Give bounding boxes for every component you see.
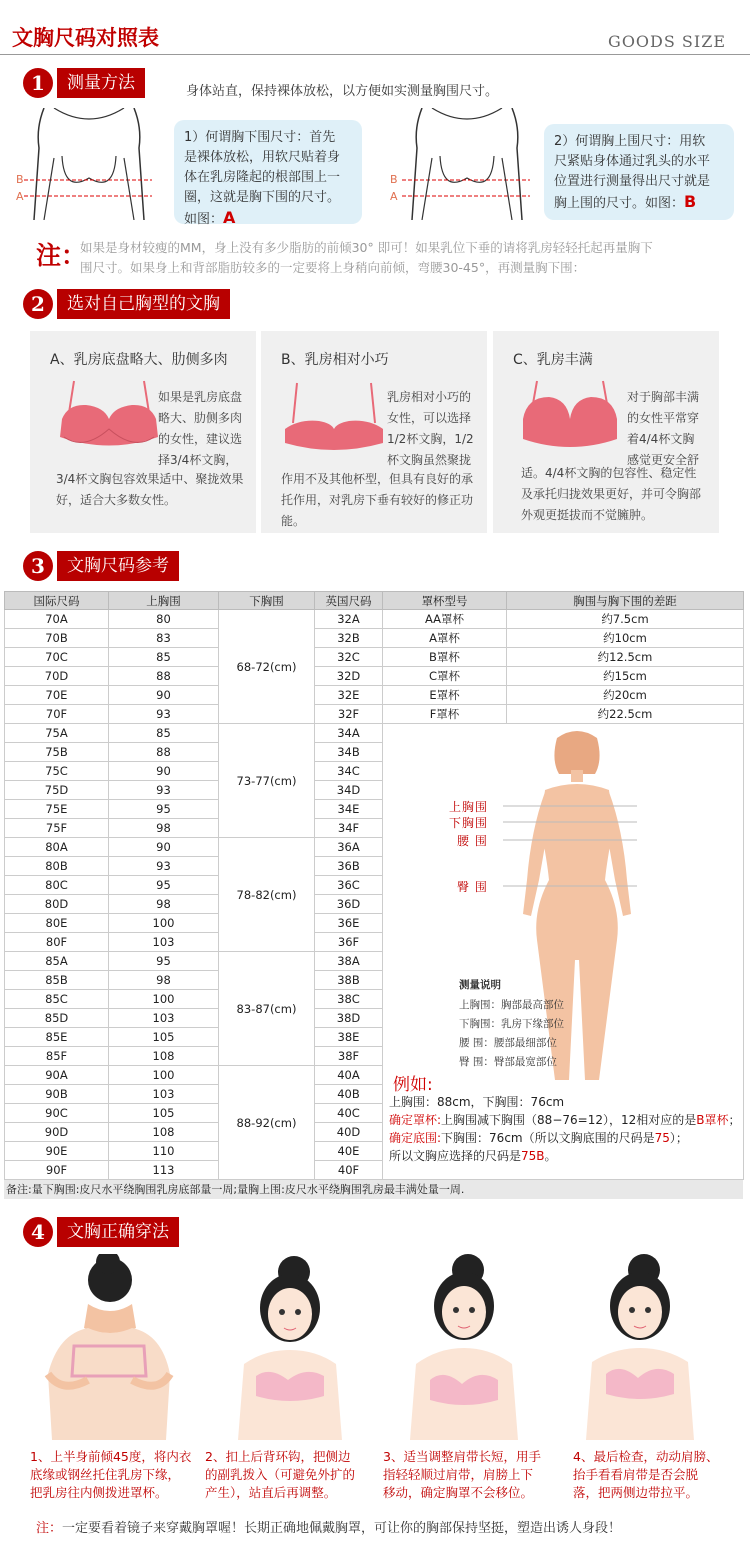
- cell-uk-size: 38D: [315, 1009, 383, 1028]
- cell-overbust: 108: [109, 1123, 219, 1142]
- tip-line-text: 如图：: [184, 212, 224, 227]
- cell-cup: A罩杯: [383, 629, 507, 648]
- step-line: 3、适当调整肩带长短，用手: [383, 1449, 541, 1464]
- desc-line: 适。4/4杯文胸的包容性、稳定性: [521, 466, 697, 480]
- desc-line: 对于胸部丰满: [627, 390, 700, 404]
- cell-overbust: 103: [109, 1085, 219, 1104]
- cell-intl-size: 90D: [5, 1123, 109, 1142]
- desc-line: 乳房相对小巧的: [387, 390, 472, 404]
- cell-uk-size: 38A: [315, 952, 383, 971]
- desc-line: 略大、肋侧多肉: [158, 411, 243, 425]
- cell-overbust: 113: [109, 1161, 219, 1180]
- wearing-step-4: [573, 1448, 743, 1502]
- note-line: 围尺寸。如果身上和背部脂肪较多的一定要将上身稍向前倾，弯腰30-45°，再测量胸下围：: [80, 260, 586, 275]
- tip-line: 1）何谓胸下围尺寸：首先: [184, 130, 336, 145]
- cell-cup: E罩杯: [383, 686, 507, 705]
- desc-line: 女性，可以选择: [387, 411, 472, 425]
- cell-underbust: 73-77(cm): [219, 724, 315, 838]
- step-line: 把乳房往内侧拨进罩杯。: [30, 1485, 168, 1500]
- tip-line: [184, 208, 352, 230]
- cell-uk-size: 38B: [315, 971, 383, 990]
- cell-underbust: 68-72(cm): [219, 610, 315, 724]
- header-divider: [0, 54, 750, 55]
- table-row: [5, 610, 744, 629]
- cell-intl-size: 70C: [5, 648, 109, 667]
- cell-intl-size: 75D: [5, 781, 109, 800]
- cell-uk-size: 38C: [315, 990, 383, 1009]
- table-row: [5, 724, 744, 743]
- cell-intl-size: 75A: [5, 724, 109, 743]
- cell-cup-diff: 约20cm: [507, 686, 744, 705]
- bra-type-card-a: [30, 331, 256, 533]
- bra-type-side-text: [158, 387, 242, 471]
- mark-a: A: [16, 190, 24, 203]
- table-note: 备注:量下胸围:皮尺水平绕胸围乳房底部量一周;量胸上围:皮尺水平绕胸围乳房最丰满处量一周.: [4, 1180, 743, 1199]
- cell-intl-size: 90F: [5, 1161, 109, 1180]
- section-number: 2: [23, 289, 53, 319]
- cell-overbust: 93: [109, 857, 219, 876]
- legend-item: 下胸围：乳房下缘部位: [459, 1018, 564, 1030]
- cell-overbust: 93: [109, 705, 219, 724]
- bra-type-bottom-text: [56, 469, 243, 511]
- step-line: 4、最后检查，动动肩膀、: [573, 1449, 719, 1464]
- cell-uk-size: 40C: [315, 1104, 383, 1123]
- cell-cup: F罩杯: [383, 705, 507, 724]
- cell-overbust: 90: [109, 762, 219, 781]
- desc-line: 3/4杯文胸包容效果适中、聚拢效果: [56, 472, 244, 486]
- cell-intl-size: 90C: [5, 1104, 109, 1123]
- cell-uk-size: 32D: [315, 667, 383, 686]
- cell-intl-size: 80C: [5, 876, 109, 895]
- section-number: 1: [23, 68, 53, 98]
- bra-type-bottom-text: [521, 463, 701, 526]
- tip-underbust: [174, 120, 362, 227]
- cell-uk-size: 32B: [315, 629, 383, 648]
- example-line-4-end: 。: [544, 1149, 557, 1163]
- measure-intro: 身体站直，保持裸体放松，以方便如实测量胸围尺寸。: [186, 84, 499, 99]
- col-header: 罩杯型号: [383, 592, 507, 610]
- step-line: 产生），站直后再调整。: [205, 1485, 337, 1500]
- final-note-text: 一定要看着镜子来穿戴胸罩喔！长期正确地佩戴胸罩，可让你的胸部保持坚挺，塑造出诱人身段！: [62, 1521, 622, 1536]
- figure-label-hip: 臀 围: [457, 880, 488, 894]
- tip-line-text: 胸上围的尺寸。如图：: [554, 196, 685, 211]
- cell-intl-size: 75C: [5, 762, 109, 781]
- cell-intl-size: 70A: [5, 610, 109, 629]
- bra-type-title: B、乳房相对小巧: [281, 352, 389, 368]
- legend-item: 腰 围：腰部最细部位: [459, 1037, 557, 1049]
- tip-mark: B: [684, 192, 697, 211]
- step-line: 落，把两侧边带拉平。: [573, 1485, 699, 1500]
- page-subtitle: GOODS SIZE: [608, 32, 726, 51]
- cell-uk-size: 34D: [315, 781, 383, 800]
- wearing-illustration-1: [28, 1254, 178, 1440]
- section-label: 文胸尺码参考: [57, 551, 179, 581]
- example-line-2-body: 上胸围减下胸围（88−76=12），12相对应的是: [441, 1113, 697, 1127]
- cell-overbust: 100: [109, 1066, 219, 1085]
- tip-line: 圈，这就是胸下围的尺寸。: [184, 190, 341, 205]
- cell-overbust: 105: [109, 1028, 219, 1047]
- cell-overbust: 85: [109, 648, 219, 667]
- cell-uk-size: 32E: [315, 686, 383, 705]
- step-line: 移动，确定胸罩不会移位。: [383, 1485, 534, 1500]
- step-line: 指轻轻顺过肩带，肩膀上下: [383, 1467, 534, 1482]
- bra-type-card-c: [493, 331, 719, 533]
- cell-intl-size: 85D: [5, 1009, 109, 1028]
- cell-cup-diff: 约12.5cm: [507, 648, 744, 667]
- section-number: 4: [23, 1217, 53, 1247]
- cell-overbust: 98: [109, 971, 219, 990]
- figure-label-overbust: 上胸围: [449, 800, 489, 814]
- cell-uk-size: 40D: [315, 1123, 383, 1142]
- section-label: 选对自己胸型的文胸: [57, 289, 230, 319]
- cell-intl-size: 85E: [5, 1028, 109, 1047]
- cell-cup-diff: 约15cm: [507, 667, 744, 686]
- example-line-3-body: 下胸围：76cm（所以文胸底围的尺码是: [441, 1131, 655, 1145]
- wearing-step-1: [30, 1448, 200, 1502]
- cell-overbust: 100: [109, 914, 219, 933]
- cell-uk-size: 38F: [315, 1047, 383, 1066]
- cell-intl-size: 90A: [5, 1066, 109, 1085]
- figure-label-waist: 腰 围: [457, 834, 488, 848]
- mark-b: B: [390, 173, 398, 186]
- cell-intl-size: 70F: [5, 705, 109, 724]
- tip-line: [554, 192, 724, 214]
- section-number: 3: [23, 551, 53, 581]
- cell-underbust: 78-82(cm): [219, 838, 315, 952]
- step-line: 1、上半身前倾45度，将内衣: [30, 1449, 192, 1464]
- cell-overbust: 85: [109, 724, 219, 743]
- col-header: 国际尺码: [5, 592, 109, 610]
- cell-uk-size: 36B: [315, 857, 383, 876]
- example-line-2-lead: 确定罩杯:: [389, 1113, 442, 1127]
- cell-uk-size: 40E: [315, 1142, 383, 1161]
- cell-uk-size: 32F: [315, 705, 383, 724]
- torso-diagram-b: [392, 108, 542, 220]
- cell-uk-size: 32C: [315, 648, 383, 667]
- cell-overbust: 110: [109, 1142, 219, 1161]
- page-title: 文胸尺码对照表: [12, 26, 159, 50]
- desc-line: 托作用，对乳房下垂有较好的修正功: [281, 493, 474, 507]
- section-label: 测量方法: [57, 68, 145, 98]
- desc-line: 着4/4杯文胸: [627, 432, 695, 446]
- torso-diagram-a: [14, 108, 164, 220]
- cell-cup-diff: 约10cm: [507, 629, 744, 648]
- cell-uk-size: 34C: [315, 762, 383, 781]
- example-line-4-size: 75B: [521, 1149, 545, 1163]
- table-row: [5, 686, 744, 705]
- table-row: [5, 629, 744, 648]
- cell-uk-size: 36A: [315, 838, 383, 857]
- col-header: 上胸围: [109, 592, 219, 610]
- cell-overbust: 105: [109, 1104, 219, 1123]
- example-line-4: [389, 1147, 557, 1164]
- cell-intl-size: 85B: [5, 971, 109, 990]
- cell-intl-size: 80A: [5, 838, 109, 857]
- cell-intl-size: 70D: [5, 667, 109, 686]
- cell-overbust: 103: [109, 1009, 219, 1028]
- cell-cup: C罩杯: [383, 667, 507, 686]
- bra-illustration: [515, 379, 625, 459]
- mark-a: A: [390, 190, 398, 203]
- desc-line: 择3/4杯文胸，: [158, 453, 238, 467]
- bra-type-bottom-text: [281, 469, 473, 532]
- cell-uk-size: 32A: [315, 610, 383, 629]
- note-line: 如果是身材较瘦的MM，身上没有多少脂肪的前倾30° 即可！如果乳位下垂的请将乳房轻轻托起再量胸下: [80, 240, 653, 255]
- bra-type-title: A、乳房底盘略大、肋侧多肉: [50, 352, 228, 368]
- step-line: 底缘或钢丝托住乳房下缘，: [30, 1467, 181, 1482]
- legend-item: 臀 围：臀部最宽部位: [459, 1056, 557, 1068]
- cell-uk-size: 36F: [315, 933, 383, 952]
- example-line-3-num: 75: [654, 1131, 670, 1145]
- col-header: 下胸围: [219, 592, 315, 610]
- tip-line: 是裸体放松，用软尺贴着身: [184, 150, 341, 165]
- example-line-4-body: 所以文胸应选择的尺码是: [389, 1149, 522, 1163]
- example-line-2: [389, 1111, 741, 1128]
- cell-uk-size: 40A: [315, 1066, 383, 1085]
- cell-overbust: 108: [109, 1047, 219, 1066]
- example-line-2-cup: B罩杯: [696, 1113, 729, 1127]
- col-header: 胸围与胸下围的差距: [507, 592, 744, 610]
- desc-line: 好，适合大多数女性。: [56, 493, 177, 507]
- cell-intl-size: 85C: [5, 990, 109, 1009]
- figure-label-underbust: 下胸围: [449, 816, 489, 830]
- bra-illustration: [279, 379, 389, 459]
- desc-line: 能。: [281, 514, 306, 528]
- example-line-3-lead: 确定底围:: [389, 1131, 442, 1145]
- step-line: 抬手看看肩带是否会脱: [573, 1467, 699, 1482]
- cell-overbust: 98: [109, 819, 219, 838]
- mark-b: B: [16, 173, 24, 186]
- desc-line: 杯文胸虽然聚拢: [387, 453, 472, 467]
- cell-intl-size: 85F: [5, 1047, 109, 1066]
- desc-line: 的女性，建议选: [158, 432, 243, 446]
- wearing-step-3: [383, 1448, 558, 1502]
- cell-underbust: 83-87(cm): [219, 952, 315, 1066]
- cell-intl-size: 70E: [5, 686, 109, 705]
- table-row: [5, 667, 744, 686]
- step-line: 2、扣上后背环钩，把侧边: [205, 1449, 351, 1464]
- cell-overbust: 103: [109, 933, 219, 952]
- cell-overbust: 95: [109, 800, 219, 819]
- tip-mark: A: [223, 208, 236, 227]
- cell-uk-size: 34A: [315, 724, 383, 743]
- cell-uk-size: 40F: [315, 1161, 383, 1180]
- cell-uk-size: 34B: [315, 743, 383, 762]
- example-line-1: 上胸围：88cm，下胸围：76cm: [389, 1095, 565, 1109]
- measure-note: [80, 238, 740, 278]
- desc-line: 作用不及其他杯型，但具有良好的承: [281, 472, 474, 486]
- cell-uk-size: 34F: [315, 819, 383, 838]
- cell-intl-size: 80B: [5, 857, 109, 876]
- cell-overbust: 88: [109, 667, 219, 686]
- cell-uk-size: 36D: [315, 895, 383, 914]
- cell-intl-size: 90B: [5, 1085, 109, 1104]
- cell-overbust: 95: [109, 952, 219, 971]
- bra-type-card-b: [261, 331, 487, 533]
- section-label: 文胸正确穿法: [57, 1217, 179, 1247]
- tip-line: 2）何谓胸上围尺寸：用软: [554, 134, 706, 149]
- cell-uk-size: 34E: [315, 800, 383, 819]
- tip-line: 尺紧贴身体通过乳头的水平: [554, 154, 711, 169]
- wearing-illustration-4: [560, 1254, 710, 1440]
- cell-uk-size: 40B: [315, 1085, 383, 1104]
- final-note-lead: 注：: [36, 1521, 63, 1536]
- cell-overbust: 98: [109, 895, 219, 914]
- cell-intl-size: 80E: [5, 914, 109, 933]
- cell-overbust: 88: [109, 743, 219, 762]
- step-line: 的副乳拨入（可避免外扩的: [205, 1467, 356, 1482]
- cell-intl-size: 80F: [5, 933, 109, 952]
- cell-overbust: 80: [109, 610, 219, 629]
- cell-overbust: 83: [109, 629, 219, 648]
- legend-title: 测量说明: [459, 979, 501, 991]
- cell-intl-size: 75E: [5, 800, 109, 819]
- wearing-illustration-3: [380, 1254, 530, 1440]
- table-row: [5, 705, 744, 724]
- cell-underbust: 88-92(cm): [219, 1066, 315, 1180]
- size-table-body: [5, 610, 744, 1180]
- body-figure-cell: [383, 724, 744, 1180]
- bra-type-side-text: [387, 387, 474, 471]
- note-mark: 注：: [36, 241, 87, 270]
- desc-line: 感觉更安全舒: [627, 453, 700, 467]
- cell-overbust: 93: [109, 781, 219, 800]
- wearing-step-2: [205, 1448, 375, 1502]
- legend-item: 上胸围：胸部最高部位: [459, 999, 564, 1011]
- bra-illustration: [54, 379, 164, 459]
- col-header: 英国尺码: [315, 592, 383, 610]
- example-line-3-end: ）；: [669, 1131, 688, 1145]
- cell-intl-size: 90E: [5, 1142, 109, 1161]
- tip-line: 体在乳房隆起的根部围上一: [184, 170, 341, 185]
- cell-overbust: 100: [109, 990, 219, 1009]
- cell-intl-size: 75B: [5, 743, 109, 762]
- table-header-row: [5, 592, 744, 610]
- cell-cup: AA罩杯: [383, 610, 507, 629]
- example-line-2-end: ；: [728, 1113, 741, 1127]
- cell-intl-size: 85A: [5, 952, 109, 971]
- desc-line: 及承托归拢效果更好，并可令胸部: [521, 487, 702, 501]
- desc-line: 如果是乳房底盘: [158, 390, 243, 404]
- table-row: [5, 648, 744, 667]
- final-note: [36, 1517, 621, 1536]
- size-table: [4, 591, 744, 1180]
- desc-line: 的女性平常穿: [627, 411, 700, 425]
- tip-line: 位置进行测量得出尺寸就是: [554, 174, 711, 189]
- wearing-illustration-2: [204, 1254, 354, 1440]
- cell-intl-size: 70B: [5, 629, 109, 648]
- cell-overbust: 95: [109, 876, 219, 895]
- desc-line: 1/2杯文胸，1/2: [387, 432, 474, 446]
- cell-intl-size: 75F: [5, 819, 109, 838]
- cell-cup-diff: 约22.5cm: [507, 705, 744, 724]
- tip-overbust: [544, 124, 734, 220]
- example-line-3: [389, 1129, 688, 1146]
- example-title: 例如:: [393, 1075, 433, 1095]
- desc-line: 外观更挺拔而不觉臃肿。: [521, 508, 654, 522]
- cell-cup: B罩杯: [383, 648, 507, 667]
- cell-overbust: 90: [109, 686, 219, 705]
- bra-type-side-text: [627, 387, 699, 471]
- cell-intl-size: 80D: [5, 895, 109, 914]
- cell-uk-size: 38E: [315, 1028, 383, 1047]
- cell-uk-size: 36C: [315, 876, 383, 895]
- bra-type-title: C、乳房丰满: [513, 352, 593, 368]
- cell-overbust: 90: [109, 838, 219, 857]
- cell-cup-diff: 约7.5cm: [507, 610, 744, 629]
- measure-lines: [503, 804, 643, 914]
- cell-uk-size: 36E: [315, 914, 383, 933]
